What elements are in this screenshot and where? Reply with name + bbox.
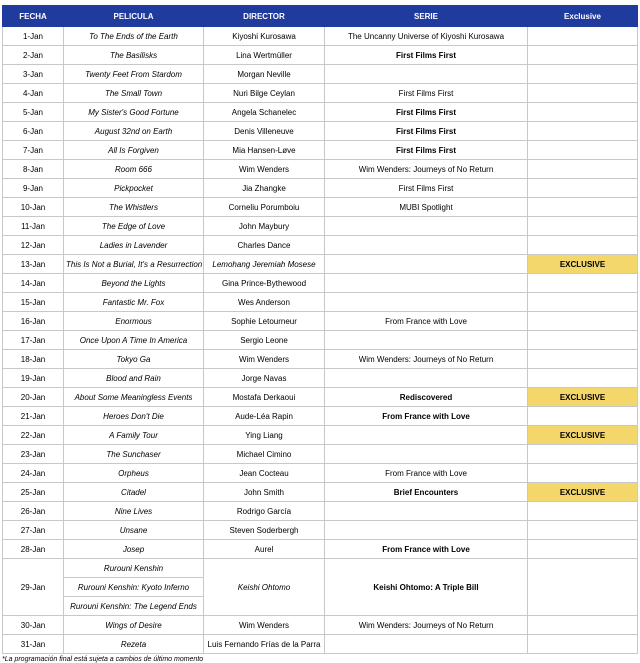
- serie-cell: First Films First: [325, 103, 528, 122]
- director-cell: Mia Hansen-Løve: [204, 141, 325, 160]
- fecha-cell: 13-Jan: [3, 255, 64, 274]
- table-row: [3, 141, 638, 160]
- pelicula-cell: Ladies in Lavender: [64, 236, 204, 255]
- fecha-cell: 18-Jan: [3, 350, 64, 369]
- exclusive-cell: [528, 27, 638, 46]
- pelicula-cell: The Sunchaser: [64, 445, 204, 464]
- fecha-cell: 30-Jan: [3, 616, 64, 635]
- director-cell: Steven Soderbergh: [204, 521, 325, 540]
- header-pelicula: PELICULA: [64, 6, 204, 27]
- exclusive-cell: [528, 464, 638, 483]
- table-row: [3, 84, 638, 103]
- pelicula-cell: Heroes Don't Die: [64, 407, 204, 426]
- pelicula-cell: Once Upon A Time In America: [64, 331, 204, 350]
- exclusive-cell: EXCLUSIVE: [528, 388, 638, 407]
- table-row: [3, 388, 638, 407]
- exclusive-cell: [528, 84, 638, 103]
- pelicula-cell: Pickpocket: [64, 179, 204, 198]
- pelicula-cell: Tokyo Ga: [64, 350, 204, 369]
- pelicula-cell: Rurouni Kenshin: [64, 559, 204, 578]
- pelicula-cell: Rurouni Kenshin: Kyoto Inferno: [64, 578, 204, 597]
- table-row: [3, 540, 638, 559]
- director-cell: Gina Prince-Bythewood: [204, 274, 325, 293]
- serie-cell: [325, 369, 528, 388]
- exclusive-cell: [528, 198, 638, 217]
- exclusive-cell: EXCLUSIVE: [528, 483, 638, 502]
- exclusive-cell: [528, 616, 638, 635]
- table-row: [3, 502, 638, 521]
- exclusive-cell: [528, 445, 638, 464]
- serie-cell: MUBI Spotlight: [325, 198, 528, 217]
- pelicula-cell: The Small Town: [64, 84, 204, 103]
- director-cell: Keishi Ohtomo: [204, 559, 325, 616]
- fecha-cell: 17-Jan: [3, 331, 64, 350]
- schedule-table: [2, 5, 638, 654]
- fecha-cell: 25-Jan: [3, 483, 64, 502]
- fecha-cell: 22-Jan: [3, 426, 64, 445]
- fecha-cell: 23-Jan: [3, 445, 64, 464]
- serie-cell: Wim Wenders: Journeys of No Return: [325, 350, 528, 369]
- pelicula-cell: The Whistlers: [64, 198, 204, 217]
- serie-cell: [325, 217, 528, 236]
- serie-cell: Rediscovered: [325, 388, 528, 407]
- table-row: [3, 217, 638, 236]
- fecha-cell: 31-Jan: [3, 635, 64, 654]
- director-cell: Jia Zhangke: [204, 179, 325, 198]
- fecha-cell: 7-Jan: [3, 141, 64, 160]
- director-cell: Ying Liang: [204, 426, 325, 445]
- pelicula-cell: A Family Tour: [64, 426, 204, 445]
- table-row: [3, 559, 638, 578]
- serie-cell: From France with Love: [325, 407, 528, 426]
- director-cell: Charles Dance: [204, 236, 325, 255]
- serie-cell: [325, 255, 528, 274]
- director-cell: Morgan Neville: [204, 65, 325, 84]
- table-row: [3, 236, 638, 255]
- exclusive-cell: [528, 312, 638, 331]
- exclusive-cell: [528, 217, 638, 236]
- serie-cell: Keishi Ohtomo: A Triple Bill: [325, 559, 528, 616]
- serie-cell: The Uncanny Universe of Kiyoshi Kurosawa: [325, 27, 528, 46]
- exclusive-cell: [528, 502, 638, 521]
- exclusive-cell: [528, 179, 638, 198]
- serie-cell: First Films First: [325, 84, 528, 103]
- serie-cell: Wim Wenders: Journeys of No Return: [325, 160, 528, 179]
- header-row: [3, 6, 638, 27]
- exclusive-cell: [528, 293, 638, 312]
- table-row: [3, 407, 638, 426]
- director-cell: Sergio Leone: [204, 331, 325, 350]
- exclusive-cell: [528, 65, 638, 84]
- table-row: [3, 198, 638, 217]
- serie-cell: From France with Love: [325, 464, 528, 483]
- serie-cell: First Films First: [325, 141, 528, 160]
- serie-cell: [325, 65, 528, 84]
- table-row: [3, 274, 638, 293]
- fecha-cell: 14-Jan: [3, 274, 64, 293]
- exclusive-cell: [528, 369, 638, 388]
- pelicula-cell: Unsane: [64, 521, 204, 540]
- serie-cell: First Films First: [325, 122, 528, 141]
- director-cell: Denis Villeneuve: [204, 122, 325, 141]
- table-row: [3, 293, 638, 312]
- table-row: [3, 65, 638, 84]
- pelicula-cell: Rurouni Kenshin: The Legend Ends: [64, 597, 204, 616]
- pelicula-cell: Room 666: [64, 160, 204, 179]
- director-cell: Lemohang Jeremiah Mosese: [204, 255, 325, 274]
- fecha-cell: 3-Jan: [3, 65, 64, 84]
- pelicula-cell: Twenty Feet From Stardom: [64, 65, 204, 84]
- fecha-cell: 4-Jan: [3, 84, 64, 103]
- director-cell: Aurel: [204, 540, 325, 559]
- exclusive-cell: [528, 331, 638, 350]
- exclusive-cell: [528, 540, 638, 559]
- director-cell: Luis Fernando Frías de la Parra: [204, 635, 325, 654]
- table-row: [3, 635, 638, 654]
- director-cell: Rodrigo García: [204, 502, 325, 521]
- exclusive-cell: [528, 274, 638, 293]
- pelicula-cell: Fantastic Mr. Fox: [64, 293, 204, 312]
- table-row: [3, 160, 638, 179]
- table-row: [3, 445, 638, 464]
- serie-cell: [325, 274, 528, 293]
- director-cell: Sophie Letourneur: [204, 312, 325, 331]
- fecha-cell: 26-Jan: [3, 502, 64, 521]
- director-cell: Mostafa Derkaoui: [204, 388, 325, 407]
- pelicula-cell: About Some Meaningless Events: [64, 388, 204, 407]
- pelicula-cell: August 32nd on Earth: [64, 122, 204, 141]
- serie-cell: First Films First: [325, 46, 528, 65]
- exclusive-cell: [528, 350, 638, 369]
- header-fecha: FECHA: [3, 6, 64, 27]
- table-row: [3, 103, 638, 122]
- fecha-cell: 27-Jan: [3, 521, 64, 540]
- director-cell: John Smith: [204, 483, 325, 502]
- director-cell: Wim Wenders: [204, 160, 325, 179]
- serie-cell: From France with Love: [325, 312, 528, 331]
- exclusive-cell: [528, 103, 638, 122]
- table-row: [3, 426, 638, 445]
- table-row: [3, 27, 638, 46]
- pelicula-cell: The Basilisks: [64, 46, 204, 65]
- table-row: [3, 255, 638, 274]
- fecha-cell: 12-Jan: [3, 236, 64, 255]
- fecha-cell: 11-Jan: [3, 217, 64, 236]
- exclusive-cell: [528, 236, 638, 255]
- fecha-cell: 15-Jan: [3, 293, 64, 312]
- pelicula-cell: All Is Forgiven: [64, 141, 204, 160]
- fecha-cell: 6-Jan: [3, 122, 64, 141]
- director-cell: Corneliu Porumboiu: [204, 198, 325, 217]
- footnote: *La programación final está sujeta a cambios de último momento: [2, 656, 204, 663]
- fecha-cell: 28-Jan: [3, 540, 64, 559]
- exclusive-cell: [528, 141, 638, 160]
- director-cell: Jorge Navas: [204, 369, 325, 388]
- director-cell: Angela Schanelec: [204, 103, 325, 122]
- table-row: [3, 46, 638, 65]
- pelicula-cell: Nine Lives: [64, 502, 204, 521]
- table-row: [3, 122, 638, 141]
- header-serie: SERIE: [325, 6, 528, 27]
- director-cell: Kiyoshi Kurosawa: [204, 27, 325, 46]
- table-row: [3, 616, 638, 635]
- pelicula-cell: Beyond the Lights: [64, 274, 204, 293]
- table-row: [3, 350, 638, 369]
- table-row: [3, 464, 638, 483]
- pelicula-cell: This Is Not a Burial, It's a Resurrection: [64, 255, 204, 274]
- fecha-cell: 21-Jan: [3, 407, 64, 426]
- table-row: [3, 331, 638, 350]
- serie-cell: [325, 635, 528, 654]
- exclusive-cell: [528, 160, 638, 179]
- exclusive-cell: [528, 635, 638, 654]
- serie-cell: [325, 502, 528, 521]
- fecha-cell: 1-Jan: [3, 27, 64, 46]
- pelicula-cell: My Sister's Good Fortune: [64, 103, 204, 122]
- director-cell: Michael Cimino: [204, 445, 325, 464]
- pelicula-cell: Rezeta: [64, 635, 204, 654]
- serie-cell: [325, 445, 528, 464]
- serie-cell: [325, 293, 528, 312]
- pelicula-cell: Wings of Desire: [64, 616, 204, 635]
- pelicula-cell: Enormous: [64, 312, 204, 331]
- fecha-cell: 19-Jan: [3, 369, 64, 388]
- director-cell: John Maybury: [204, 217, 325, 236]
- header-director: DIRECTOR: [204, 6, 325, 27]
- serie-cell: [325, 426, 528, 445]
- fecha-cell: 24-Jan: [3, 464, 64, 483]
- serie-cell: [325, 236, 528, 255]
- serie-cell: Brief Encounters: [325, 483, 528, 502]
- serie-cell: Wim Wenders: Journeys of No Return: [325, 616, 528, 635]
- exclusive-cell: [528, 559, 638, 616]
- header-exclusive: Exclusive: [528, 6, 638, 27]
- table-row: [3, 312, 638, 331]
- exclusive-cell: [528, 46, 638, 65]
- director-cell: Aude-Léa Rapin: [204, 407, 325, 426]
- exclusive-cell: [528, 407, 638, 426]
- pelicula-cell: Josep: [64, 540, 204, 559]
- pelicula-cell: To The Ends of the Earth: [64, 27, 204, 46]
- director-cell: Wim Wenders: [204, 616, 325, 635]
- table-row: [3, 369, 638, 388]
- serie-cell: First Films First: [325, 179, 528, 198]
- pelicula-cell: The Edge of Love: [64, 217, 204, 236]
- serie-cell: [325, 331, 528, 350]
- pelicula-cell: Citadel: [64, 483, 204, 502]
- table-row: [3, 521, 638, 540]
- pelicula-cell: Orpheus: [64, 464, 204, 483]
- director-cell: Wes Anderson: [204, 293, 325, 312]
- fecha-cell: 16-Jan: [3, 312, 64, 331]
- exclusive-cell: [528, 521, 638, 540]
- fecha-cell: 2-Jan: [3, 46, 64, 65]
- exclusive-cell: [528, 122, 638, 141]
- pelicula-cell: Blood and Rain: [64, 369, 204, 388]
- serie-cell: From France with Love: [325, 540, 528, 559]
- fecha-cell: 20-Jan: [3, 388, 64, 407]
- table-row: [3, 483, 638, 502]
- fecha-cell: 29-Jan: [3, 559, 64, 616]
- director-cell: Nuri Bilge Ceylan: [204, 84, 325, 103]
- director-cell: Wim Wenders: [204, 350, 325, 369]
- table-row: [3, 179, 638, 198]
- director-cell: Lina Wertmüller: [204, 46, 325, 65]
- director-cell: Jean Cocteau: [204, 464, 325, 483]
- fecha-cell: 8-Jan: [3, 160, 64, 179]
- fecha-cell: 10-Jan: [3, 198, 64, 217]
- exclusive-cell: EXCLUSIVE: [528, 255, 638, 274]
- fecha-cell: 9-Jan: [3, 179, 64, 198]
- serie-cell: [325, 521, 528, 540]
- exclusive-cell: EXCLUSIVE: [528, 426, 638, 445]
- fecha-cell: 5-Jan: [3, 103, 64, 122]
